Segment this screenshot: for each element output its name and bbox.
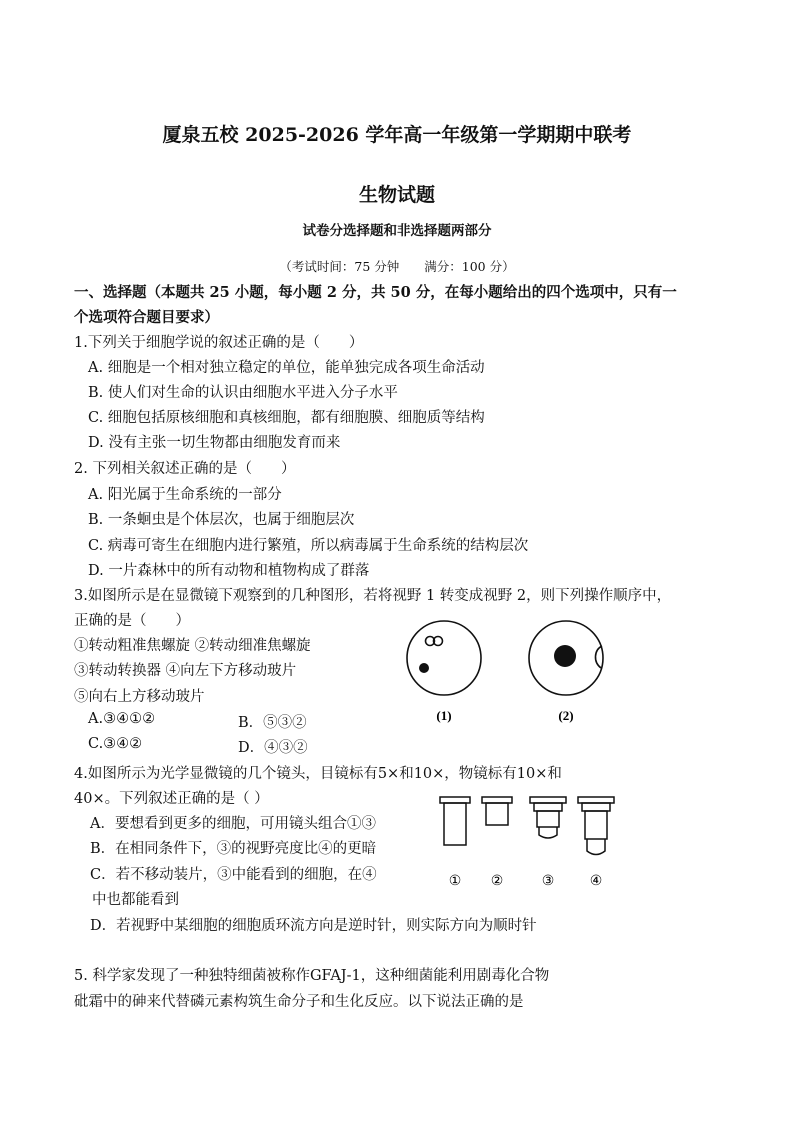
field-of-view-1 <box>407 621 481 695</box>
question-4-option-c-cont: 中也都能看到 <box>92 892 179 908</box>
cell-magnified-edge <box>595 646 602 668</box>
cell-small-dot <box>419 663 429 673</box>
lens-label-2: ② <box>490 873 504 889</box>
cell-magnified-dot <box>554 645 576 667</box>
question-4-option-a: A．要想看到更多的细胞，可用镜头组合①③ <box>90 816 376 832</box>
question-5-stem-cont: 砒霜中的砷来代替磷元素构筑生命分子和生化反应。以下说法正确的是 <box>74 994 524 1010</box>
question-1-stem: 1.下列关于细胞学说的叙述正确的是（ ） <box>74 335 364 351</box>
question-3-step-line: ①转动粗准焦螺旋 ②转动细准焦螺旋 <box>74 638 311 654</box>
question-4-stem-cont: 40×。下列叙述正确的是（ ） <box>74 791 269 807</box>
objective-lens-4 <box>578 797 614 855</box>
question-4-option-d: D．若视野中某细胞的细胞质环流方向是逆时针，则实际方向为顺时针 <box>90 918 537 934</box>
microscope-lens-figure <box>436 795 626 895</box>
eyepiece-lens-1 <box>440 797 470 845</box>
section-heading-cont: 个选项符合题目要求） <box>74 309 219 326</box>
question-5-stem: 5. 科学家发现了一种独特细菌被称作GFAJ-1，这种细菌能利用剧毒化合物 <box>74 968 550 984</box>
question-3-option-a: A.③④①② <box>88 711 156 727</box>
lens-label-1: ① <box>448 873 462 889</box>
question-4-stem: 4.如图所示为光学显微镜的几个镜头，目镜标有5×和10×，物镜标有10×和 <box>74 766 562 782</box>
question-1-option-b: B. 使人们对生命的认识由细胞水平进入分子水平 <box>88 385 398 401</box>
question-4-option-c: C．若不移动装片，③中能看到的细胞，在④ <box>90 867 377 883</box>
question-3-option-d: D．④③② <box>238 740 308 756</box>
exam-subtitle: 试卷分选择题和非选择题两部分 <box>302 223 492 239</box>
objective-lens-3 <box>530 797 566 838</box>
figure-label-2: (2) <box>558 708 574 723</box>
eyepiece-lens-2 <box>482 797 512 825</box>
figure-label-1: (1) <box>436 708 452 723</box>
question-2-option-d: D. 一片森林中的所有动物和植物构成了群落 <box>88 563 370 579</box>
question-3-option-c: C.③④② <box>88 736 143 752</box>
question-3-stem-cont: 正确的是（ ） <box>74 613 190 629</box>
question-2-option-b: B. 一条蛔虫是个体层次，也属于细胞层次 <box>88 512 355 528</box>
question-3-step-line: ③转动转换器 ④向左下方移动玻片 <box>74 663 297 679</box>
question-1-option-c: C. 细胞包括原核细胞和真核细胞，都有细胞膜、细胞质等结构 <box>88 410 485 426</box>
exam-title: 厦泉五校 2025-2026 学年高一年级第一学期期中联考 <box>162 124 632 146</box>
time-info: （考试时间：75 分钟 满分：100 分） <box>279 259 515 274</box>
section-heading: 一、选择题（本题共 25 小题，每小题 2 分，共 50 分，在每小题给出的四个选项中，只有一 <box>74 284 677 301</box>
question-3-step-line: ⑤向右上方移动玻片 <box>74 689 205 705</box>
question-2-option-a: A. 阳光属于生命系统的一部分 <box>88 487 282 503</box>
microscope-field-figure <box>400 610 620 730</box>
question-1-option-a: A. 细胞是一个相对独立稳定的单位，能单独完成各项生命活动 <box>88 360 485 376</box>
question-4-option-b: B．在相同条件下，③的视野亮度比④的更暗 <box>90 841 377 857</box>
lens-label-4: ④ <box>589 873 603 889</box>
subject-title: 生物试题 <box>358 184 435 206</box>
question-3-stem: 3.如图所示是在显微镜下观察到的几种图形，若将视野 1 转变成视野 2，则下列操作顺序中， <box>74 588 672 604</box>
question-2-option-c: C. 病毒可寄生在细胞内进行繁殖，所以病毒属于生命系统的结构层次 <box>88 538 529 554</box>
question-2-stem: 2. 下列相关叙述正确的是（ ） <box>74 461 296 477</box>
lens-label-3: ③ <box>541 873 555 889</box>
question-3-option-b: B．⑤③② <box>238 715 307 731</box>
question-1-option-d: D. 没有主张一切生物都由细胞发育而来 <box>88 435 341 451</box>
